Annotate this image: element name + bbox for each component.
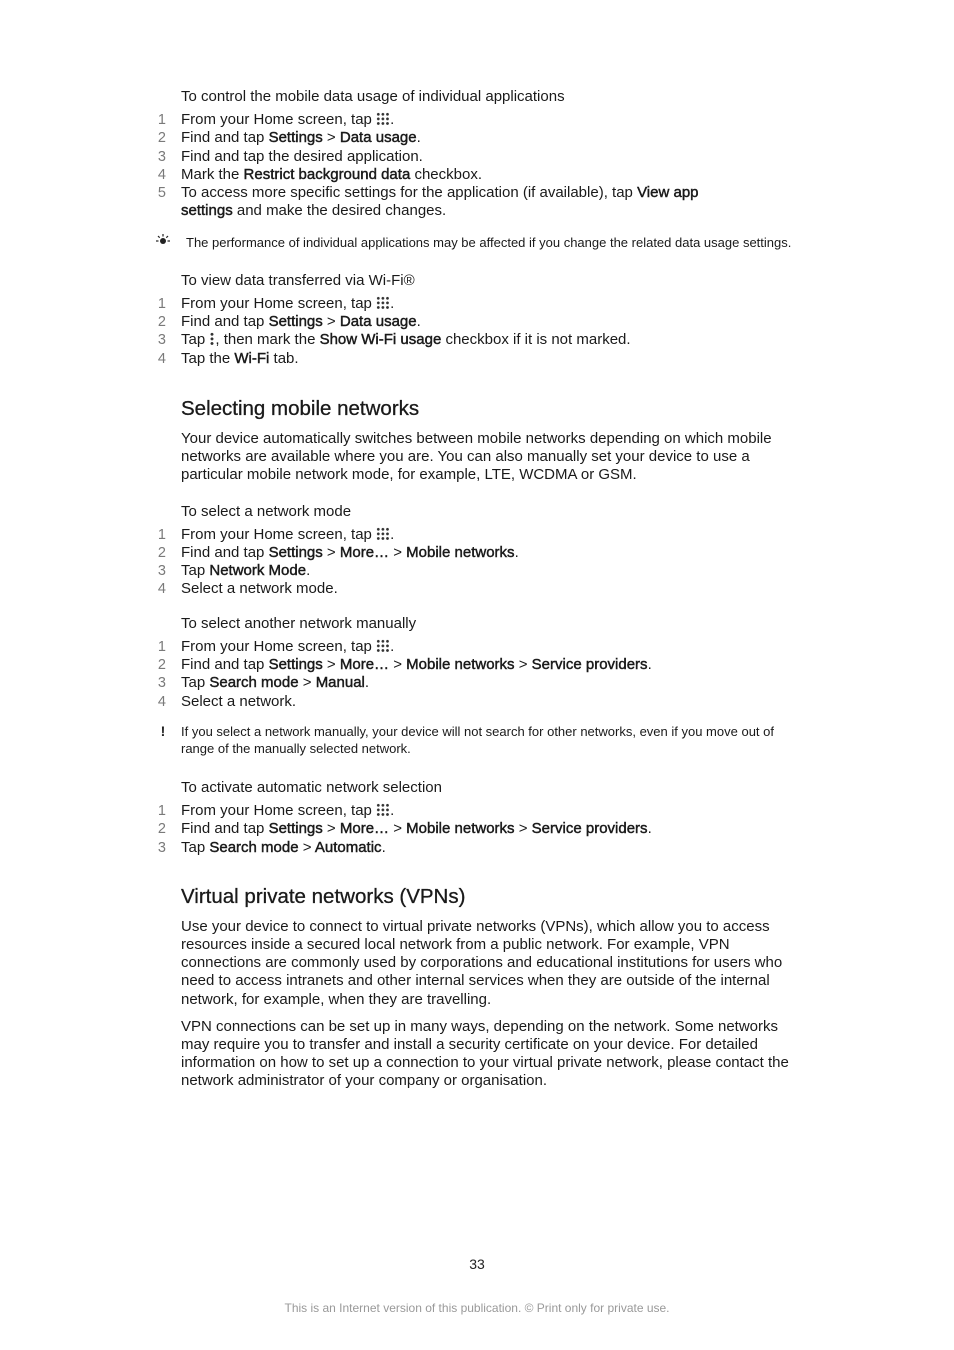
separator: > bbox=[298, 674, 316, 692]
procedure-network-mode bbox=[157, 502, 801, 599]
body-paragraph: VPN connections can be set up in many ways, depending on the network. Some networks may require you to transfer and install a security certificate on your device. For detailed information on how to set up a connection to your virtual private network, please contact the network administrator of your company or organisation. bbox=[181, 1017, 789, 1090]
step-text: From your Home screen, tap bbox=[181, 294, 377, 312]
ui-term: Wi-Fi bbox=[234, 349, 270, 367]
warning-text: If you select a network manually, your device will not search for other networks, even if you move out of range of the manually selected network. bbox=[181, 723, 774, 756]
procedure-wifi-data bbox=[157, 271, 801, 368]
step-text: . bbox=[514, 543, 519, 561]
step-text: Find and tap bbox=[181, 313, 269, 331]
ui-term: More… bbox=[339, 820, 390, 838]
step-list bbox=[157, 111, 801, 221]
step-number: 3 bbox=[157, 839, 166, 856]
step bbox=[157, 820, 801, 838]
step-number: 1 bbox=[157, 802, 166, 819]
step-text: . bbox=[390, 525, 395, 543]
ui-term: Mobile networks bbox=[406, 820, 515, 838]
step-text: Find and tap bbox=[181, 656, 269, 674]
section-heading: Selecting mobile networks bbox=[181, 396, 420, 420]
step-text: Tap bbox=[181, 562, 210, 580]
separator: > bbox=[389, 543, 407, 561]
step-list bbox=[157, 525, 801, 599]
step bbox=[157, 674, 801, 692]
page-number: 33 bbox=[469, 1256, 485, 1272]
step-text: . bbox=[390, 294, 395, 312]
separator: > bbox=[514, 820, 532, 838]
exclamation-icon: ! bbox=[160, 722, 166, 739]
step bbox=[157, 543, 801, 562]
step bbox=[157, 184, 801, 221]
ui-term: Data usage bbox=[339, 313, 417, 331]
step-text: Find and tap bbox=[181, 543, 269, 561]
step bbox=[157, 525, 801, 544]
step bbox=[157, 147, 801, 166]
step-text: and make the desired changes. bbox=[232, 202, 447, 220]
step-text: Find and tap bbox=[181, 129, 269, 147]
step-number: 5 bbox=[157, 185, 166, 202]
step-text: From your Home screen, tap bbox=[181, 111, 377, 128]
step-list bbox=[157, 294, 801, 368]
step bbox=[157, 692, 801, 711]
ui-term: More… bbox=[339, 543, 390, 561]
step-text: . bbox=[416, 313, 421, 331]
step-text: Select a network mode. bbox=[181, 580, 338, 598]
ui-term: Restrict background data bbox=[243, 165, 411, 183]
step-number: 1 bbox=[157, 295, 166, 312]
step bbox=[157, 165, 801, 184]
step-text: To access more specific settings for the application (if available), tap bbox=[181, 184, 638, 202]
ui-term: Network Mode bbox=[209, 562, 307, 580]
step-number: 2 bbox=[157, 130, 166, 147]
step bbox=[157, 656, 801, 674]
procedure-title: To select a network mode bbox=[181, 502, 352, 520]
step-text: Tap the bbox=[181, 349, 235, 367]
apps-grid-icon bbox=[376, 527, 390, 541]
step-text: . bbox=[381, 838, 386, 856]
step-text: Tap bbox=[181, 331, 210, 349]
step-text: Find and tap the desired application. bbox=[181, 147, 423, 165]
step-text: . bbox=[390, 637, 395, 655]
ui-term: View app bbox=[637, 184, 699, 202]
tip-note bbox=[181, 234, 801, 251]
step bbox=[157, 331, 801, 349]
step-text: . bbox=[306, 562, 311, 580]
apps-grid-icon bbox=[376, 803, 390, 817]
step-number: 3 bbox=[157, 675, 166, 692]
step-text: From your Home screen, tap bbox=[181, 801, 377, 819]
ui-term: settings bbox=[181, 202, 233, 220]
step-number: 2 bbox=[157, 544, 166, 561]
step-list bbox=[157, 637, 801, 711]
step-text: . bbox=[364, 674, 370, 692]
separator: > bbox=[322, 656, 340, 674]
body-paragraph: Use your device to connect to virtual private networks (VPNs), which allow you to access resources inside a secured local network from a public network. For example, VPN connections are commonly used by corporations and educational institutions for users who need to access intranets and other internal services when they are outside of the internal network, for example, when they are travelling. bbox=[181, 917, 783, 1008]
page-content bbox=[157, 88, 801, 1091]
separator: > bbox=[322, 543, 340, 561]
ui-term: Settings bbox=[268, 129, 323, 147]
procedure-title: To select another network manually bbox=[181, 614, 417, 632]
lightbulb-icon bbox=[154, 234, 172, 252]
step-number: 4 bbox=[157, 350, 166, 367]
separator: > bbox=[322, 820, 340, 838]
step-text: checkbox. bbox=[410, 165, 483, 183]
body-paragraph: Your device automatically switches between mobile networks depending on which mobile networks are available where you are. You can also manually set your device to use a particular mobile network mode, for example, LTE, WCDMA or GSM. bbox=[181, 429, 772, 484]
ui-term: Service providers bbox=[531, 656, 648, 674]
step-text: From your Home screen, tap bbox=[181, 525, 377, 543]
step bbox=[157, 562, 801, 580]
step bbox=[157, 349, 801, 368]
procedure-app-data-usage bbox=[157, 88, 801, 251]
separator: > bbox=[322, 313, 340, 331]
step bbox=[157, 111, 801, 129]
separator: > bbox=[322, 129, 340, 147]
step-text: . bbox=[390, 801, 395, 819]
step-number: 1 bbox=[157, 526, 166, 543]
section-heading: Virtual private networks (VPNs) bbox=[181, 884, 466, 908]
step-number: 2 bbox=[157, 657, 166, 674]
apps-grid-icon bbox=[376, 639, 390, 653]
step-number: 1 bbox=[157, 112, 166, 128]
step-text: . bbox=[647, 820, 652, 838]
step-number: 2 bbox=[157, 314, 166, 331]
ui-term: Settings bbox=[268, 656, 323, 674]
step-number: 4 bbox=[157, 166, 166, 183]
step-text: Tap bbox=[181, 674, 210, 692]
ui-term: Settings bbox=[268, 313, 323, 331]
warning-note bbox=[160, 722, 801, 757]
step-text: checkbox if it is not marked. bbox=[441, 331, 631, 349]
separator: > bbox=[389, 656, 407, 674]
procedure-manual-network bbox=[157, 614, 801, 757]
step bbox=[157, 294, 801, 313]
step bbox=[157, 313, 801, 331]
separator: > bbox=[298, 838, 315, 856]
step-number: 3 bbox=[157, 563, 166, 580]
step-number: 2 bbox=[157, 821, 166, 838]
ui-term: Manual bbox=[315, 674, 365, 692]
tip-text: The performance of individual applications may be affected if you change the related data usage settings. bbox=[186, 234, 792, 250]
step-number: 1 bbox=[157, 638, 166, 655]
step-text: From your Home screen, tap bbox=[181, 637, 377, 655]
procedure-title: To control the mobile data usage of individual applications bbox=[181, 88, 565, 105]
step-list bbox=[157, 801, 801, 857]
step-text: . bbox=[390, 111, 395, 128]
apps-grid-icon bbox=[376, 112, 390, 126]
step-text: Find and tap bbox=[181, 820, 269, 838]
apps-grid-icon bbox=[376, 296, 390, 310]
step-text: tab. bbox=[269, 349, 299, 367]
step-number: 3 bbox=[157, 148, 166, 165]
ui-term: Data usage bbox=[339, 129, 417, 147]
step bbox=[157, 637, 801, 656]
ui-term: Settings bbox=[268, 820, 323, 838]
step bbox=[157, 580, 801, 598]
step bbox=[157, 801, 801, 820]
separator: > bbox=[389, 820, 407, 838]
step-text: Select a network. bbox=[181, 692, 297, 710]
step-text: . bbox=[647, 656, 652, 674]
step bbox=[157, 838, 801, 857]
procedure-title: To view data transferred via Wi-Fi® bbox=[181, 271, 415, 289]
ui-term: Search mode bbox=[209, 838, 299, 856]
separator: > bbox=[514, 656, 532, 674]
ui-term: Service providers bbox=[531, 820, 648, 838]
procedure-title: To activate automatic network selection bbox=[181, 778, 442, 796]
step-text: , then mark the bbox=[215, 331, 320, 349]
ui-term: Show Wi-Fi usage bbox=[319, 331, 442, 349]
ui-term: More… bbox=[339, 656, 390, 674]
ui-term: Mobile networks bbox=[406, 543, 515, 561]
footer-notice: This is an Internet version of this publication. © Print only for private use. bbox=[284, 1301, 670, 1315]
step-text: Tap bbox=[181, 838, 210, 856]
step-text: Mark the bbox=[181, 165, 244, 183]
ui-term: Settings bbox=[268, 543, 323, 561]
ui-term: Search mode bbox=[209, 674, 299, 692]
procedure-automatic-network bbox=[157, 778, 801, 857]
step-number: 3 bbox=[157, 332, 166, 349]
ui-term: Automatic bbox=[314, 838, 382, 856]
step-number: 4 bbox=[157, 581, 166, 598]
ui-term: Mobile networks bbox=[406, 656, 515, 674]
step bbox=[157, 129, 801, 147]
step-text: . bbox=[416, 129, 421, 147]
step-number: 4 bbox=[157, 693, 166, 710]
